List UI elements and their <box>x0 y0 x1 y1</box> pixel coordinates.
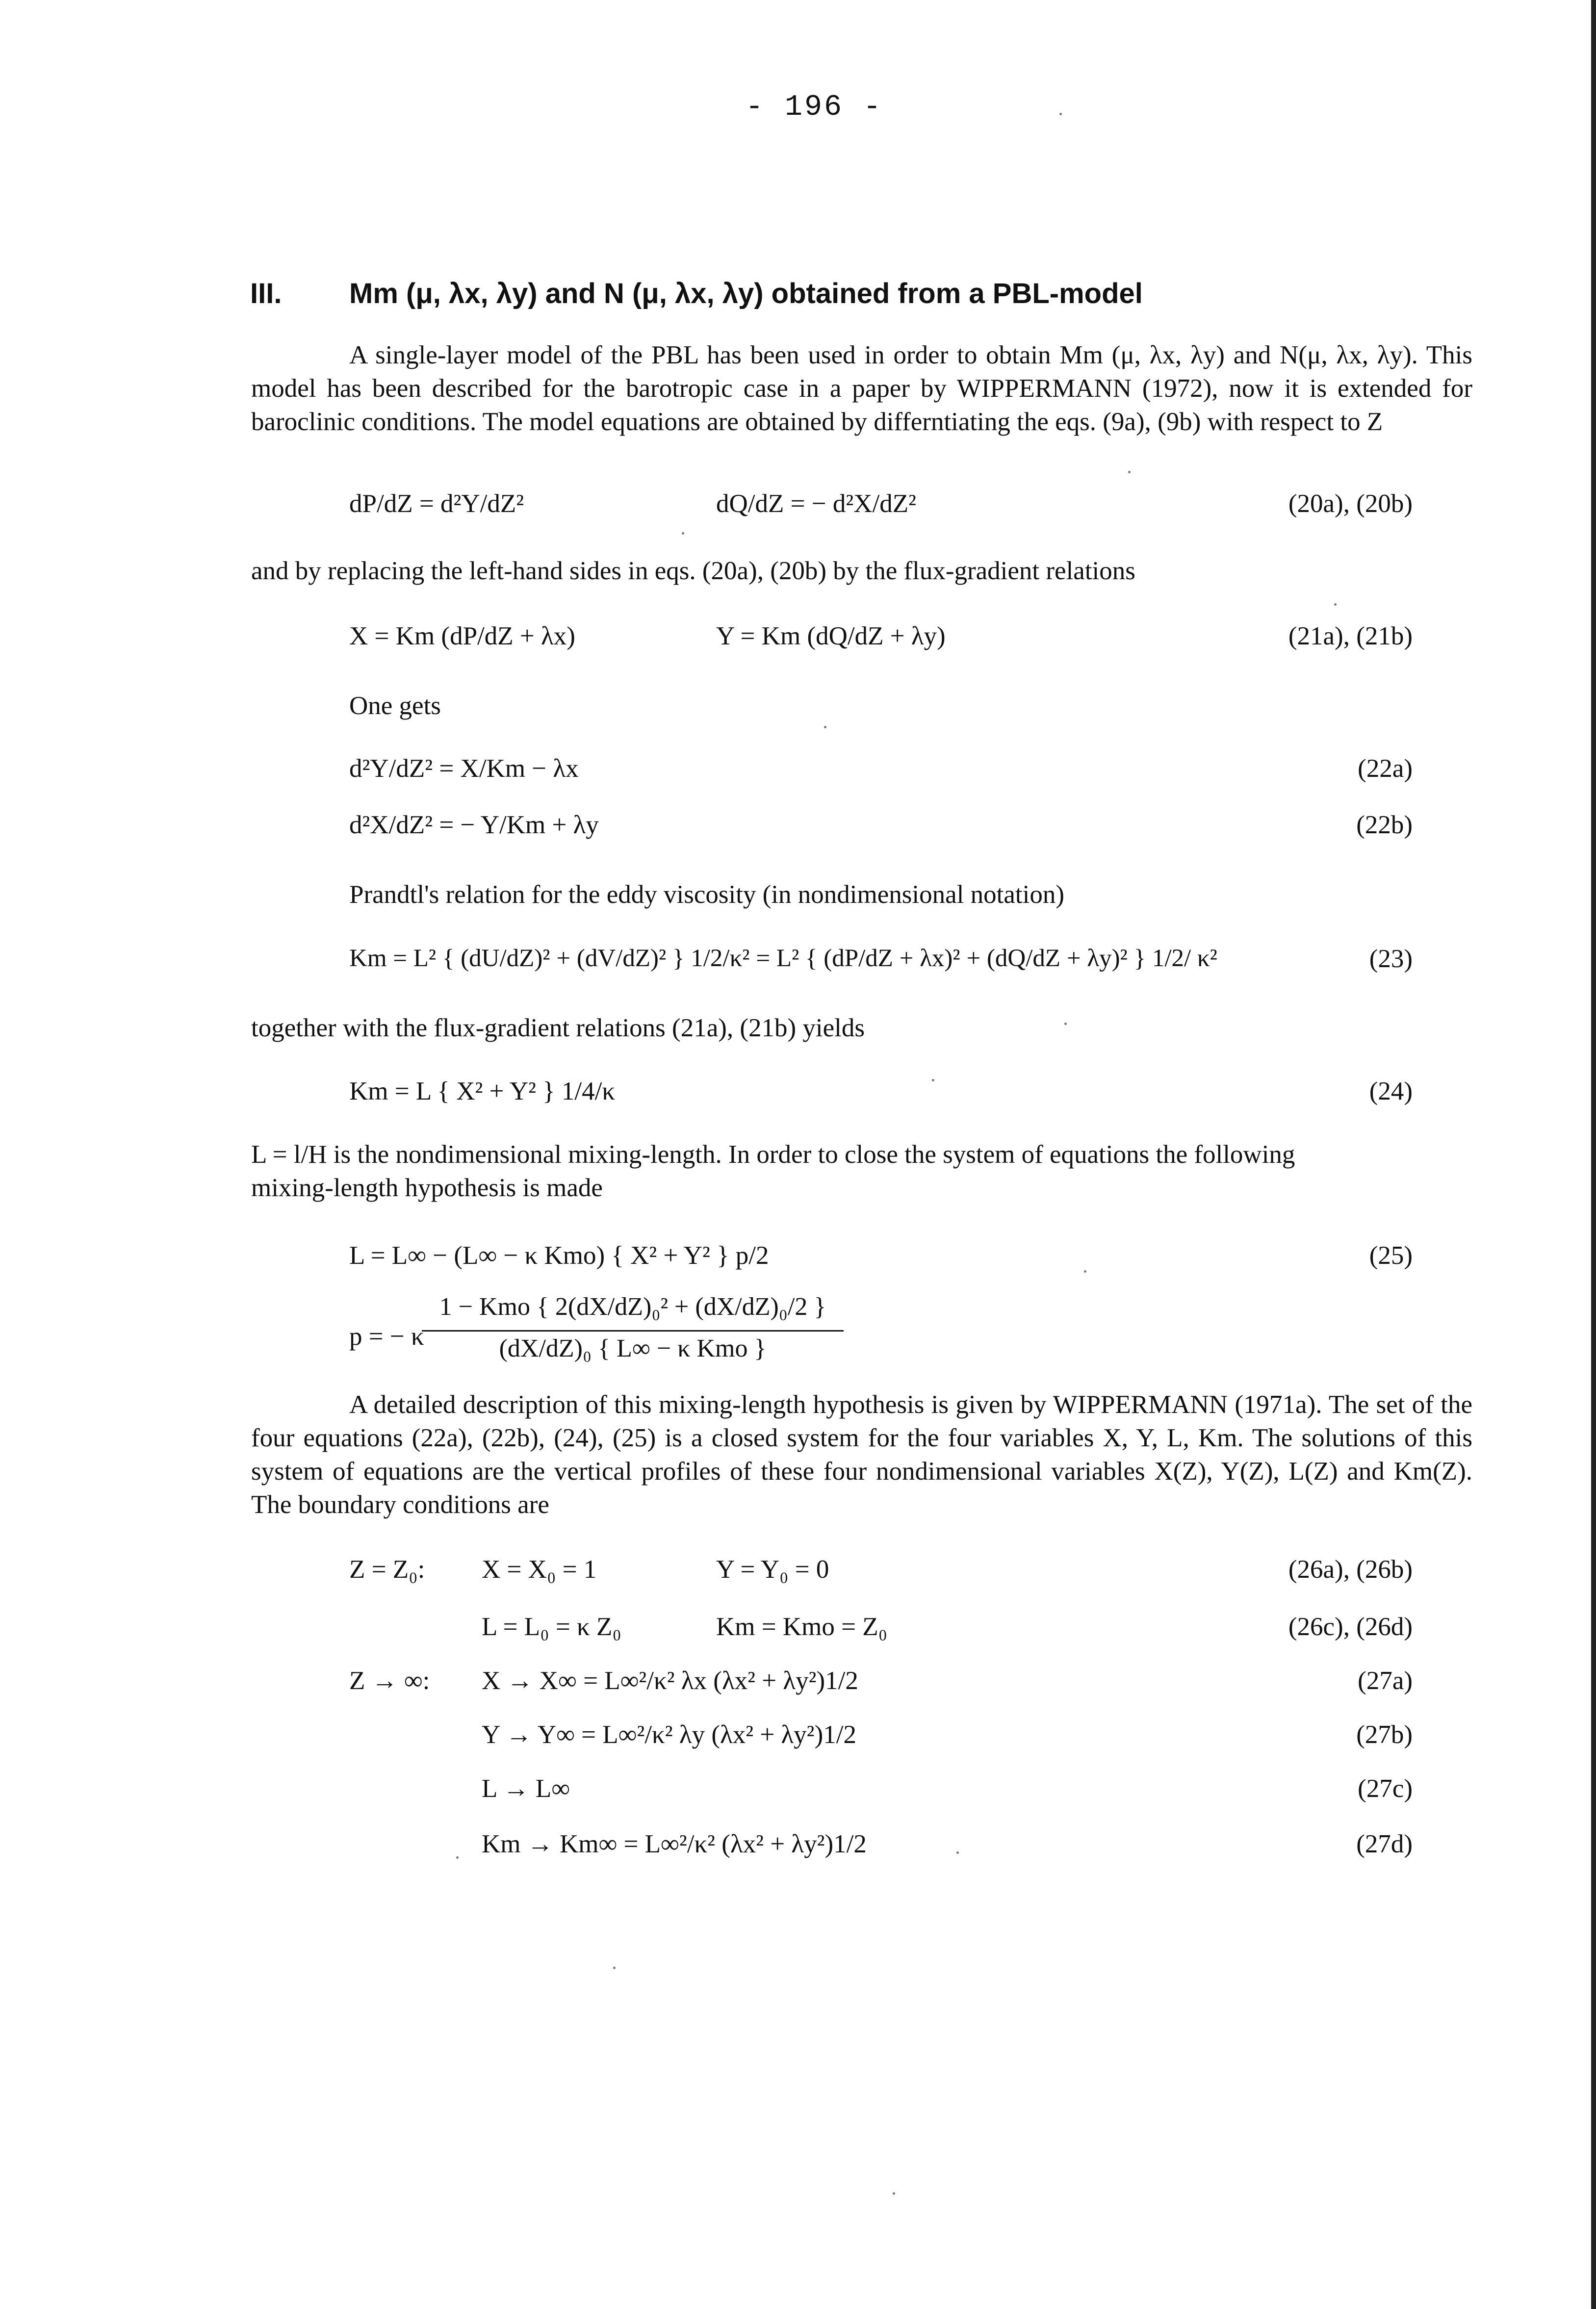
paragraph-flux-gradient: and by replacing the left-hand sides in eqs. (20a), (20b) by the flux-gradient relations <box>251 557 1135 585</box>
equation-20a: dP/dZ = d²Y/dZ² <box>349 489 524 518</box>
equation-number-23: (23) <box>1369 945 1413 973</box>
scan-speck <box>932 1079 934 1081</box>
equation-22b: d²X/dZ² = − Y/Km + λy <box>349 811 599 839</box>
equation-26d: Km = Kmo = Z₀ <box>716 1613 888 1641</box>
scan-speck <box>1059 113 1062 115</box>
paragraph-one-gets: One gets <box>349 692 441 720</box>
scan-speck <box>613 1967 616 1969</box>
boundary-label-z0: Z = Z₀: <box>349 1555 425 1584</box>
equation-22a: d²Y/dZ² = X/Km − λx <box>349 754 579 783</box>
equation-number-27a: (27a) <box>1358 1667 1413 1695</box>
paragraph-yields: together with the flux-gradient relations (21a), (21b) yields <box>251 1014 865 1042</box>
paragraph-prandtl: Prandtl's relation for the eddy viscosity (in nondimensional notation) <box>349 880 1064 909</box>
scan-speck <box>1084 1270 1086 1273</box>
equation-number-24: (24) <box>1369 1077 1413 1105</box>
scan-speck <box>456 1856 459 1859</box>
equation-27c: L → L∞ <box>482 1774 570 1803</box>
equation-number-21: (21a), (21b) <box>1288 622 1413 650</box>
equation-24: Km = L { X² + Y² } 1/4/κ <box>349 1077 616 1105</box>
equation-21b: Y = Km (dQ/dZ + λy) <box>716 622 946 650</box>
scan-speck <box>1128 471 1131 473</box>
page-edge <box>1591 0 1596 2309</box>
equation-26a: X = X₀ = 1 <box>482 1555 597 1584</box>
equation-number-25: (25) <box>1369 1241 1413 1270</box>
scan-speck <box>1064 1023 1067 1025</box>
page-number: - 196 - <box>746 91 883 124</box>
paragraph-intro: A single-layer model of the PBL has been used in order to obtain Mm (μ, λx, λy) and N(μ, λx, λy). This model has been described for the barotropic case in a paper by WIPPERMANN (1972), now it is extended for baroclinic conditions. The model equations are obtained by differntiating the eqs. (9a), (9b) with respect to Z <box>251 341 1472 436</box>
fraction-bar <box>422 1330 844 1332</box>
equation-number-27c: (27c) <box>1358 1774 1413 1803</box>
equation-26c: L = L₀ = κ Z₀ <box>482 1613 621 1641</box>
scan-speck <box>956 1851 959 1854</box>
paragraph-detailed-description: A detailed description of this mixing-length hypothesis is given by WIPPERMANN (1971a). The set of the four equations (22a), (22b), (24), (25) is a closed system for the four variables X, Y, L, Km. The solutions of this system of equations are the vertical profiles of these four nondimensional variables X(Z), Y(Z), L(Z) and Km(Z). The boundary conditions are <box>251 1390 1472 1519</box>
equation-27d: Km → Km∞ = L∞²/κ² (λx² + λy²)1/2 <box>482 1830 867 1858</box>
equation-number-26cd: (26c), (26d) <box>1288 1613 1413 1641</box>
scan-speck <box>1334 603 1337 606</box>
section-number: III. <box>250 278 282 309</box>
equation-25-p-denominator: (dX/dZ)₀ { L∞ − κ Kmo } <box>499 1334 767 1362</box>
section-title: Mm (μ, λx, λy) and N (μ, λx, λy) obtained from a PBL-model <box>349 278 1143 309</box>
equation-number-27d: (27d) <box>1356 1830 1413 1858</box>
equation-27a: X → X∞ = L∞²/κ² λx (λx² + λy²)1/2 <box>482 1667 858 1695</box>
equation-26b: Y = Y₀ = 0 <box>716 1555 829 1584</box>
equation-25-p-numerator: 1 − Kmo { 2(dX/dZ)₀² + (dX/dZ)₀/2 } <box>439 1293 826 1321</box>
paragraph-mixing-length: L = l/H is the nondimensional mixing-length. In order to close the system of equations the following mixing-length hypothesis is made <box>251 1140 1295 1202</box>
boundary-label-zinf: Z → ∞: <box>349 1667 430 1695</box>
equation-25-p-lhs: p = − κ <box>349 1322 424 1351</box>
equation-23: Km = L² { (dU/dZ)² + (dV/dZ)² } 1/2/κ² = L² { (dP/dZ + λx)² + (dQ/dZ + λy)² } 1/2/ κ² <box>349 945 1217 972</box>
equation-number-22a: (22a) <box>1358 754 1413 783</box>
scan-speck <box>824 726 826 728</box>
equation-25: L = L∞ − (L∞ − κ Kmo) { X² + Y² } p/2 <box>349 1241 769 1270</box>
equation-number-20: (20a), (20b) <box>1288 489 1413 518</box>
equation-21a: X = Km (dP/dZ + λx) <box>349 622 575 650</box>
equation-27b: Y → Y∞ = L∞²/κ² λy (λx² + λy²)1/2 <box>482 1720 856 1749</box>
equation-number-26ab: (26a), (26b) <box>1288 1555 1413 1584</box>
equation-number-27b: (27b) <box>1356 1720 1413 1749</box>
equation-20b: dQ/dZ = − d²X/dZ² <box>716 489 917 518</box>
scan-speck <box>682 532 684 535</box>
scan-speck <box>893 2192 895 2195</box>
equation-number-22b: (22b) <box>1356 811 1413 839</box>
